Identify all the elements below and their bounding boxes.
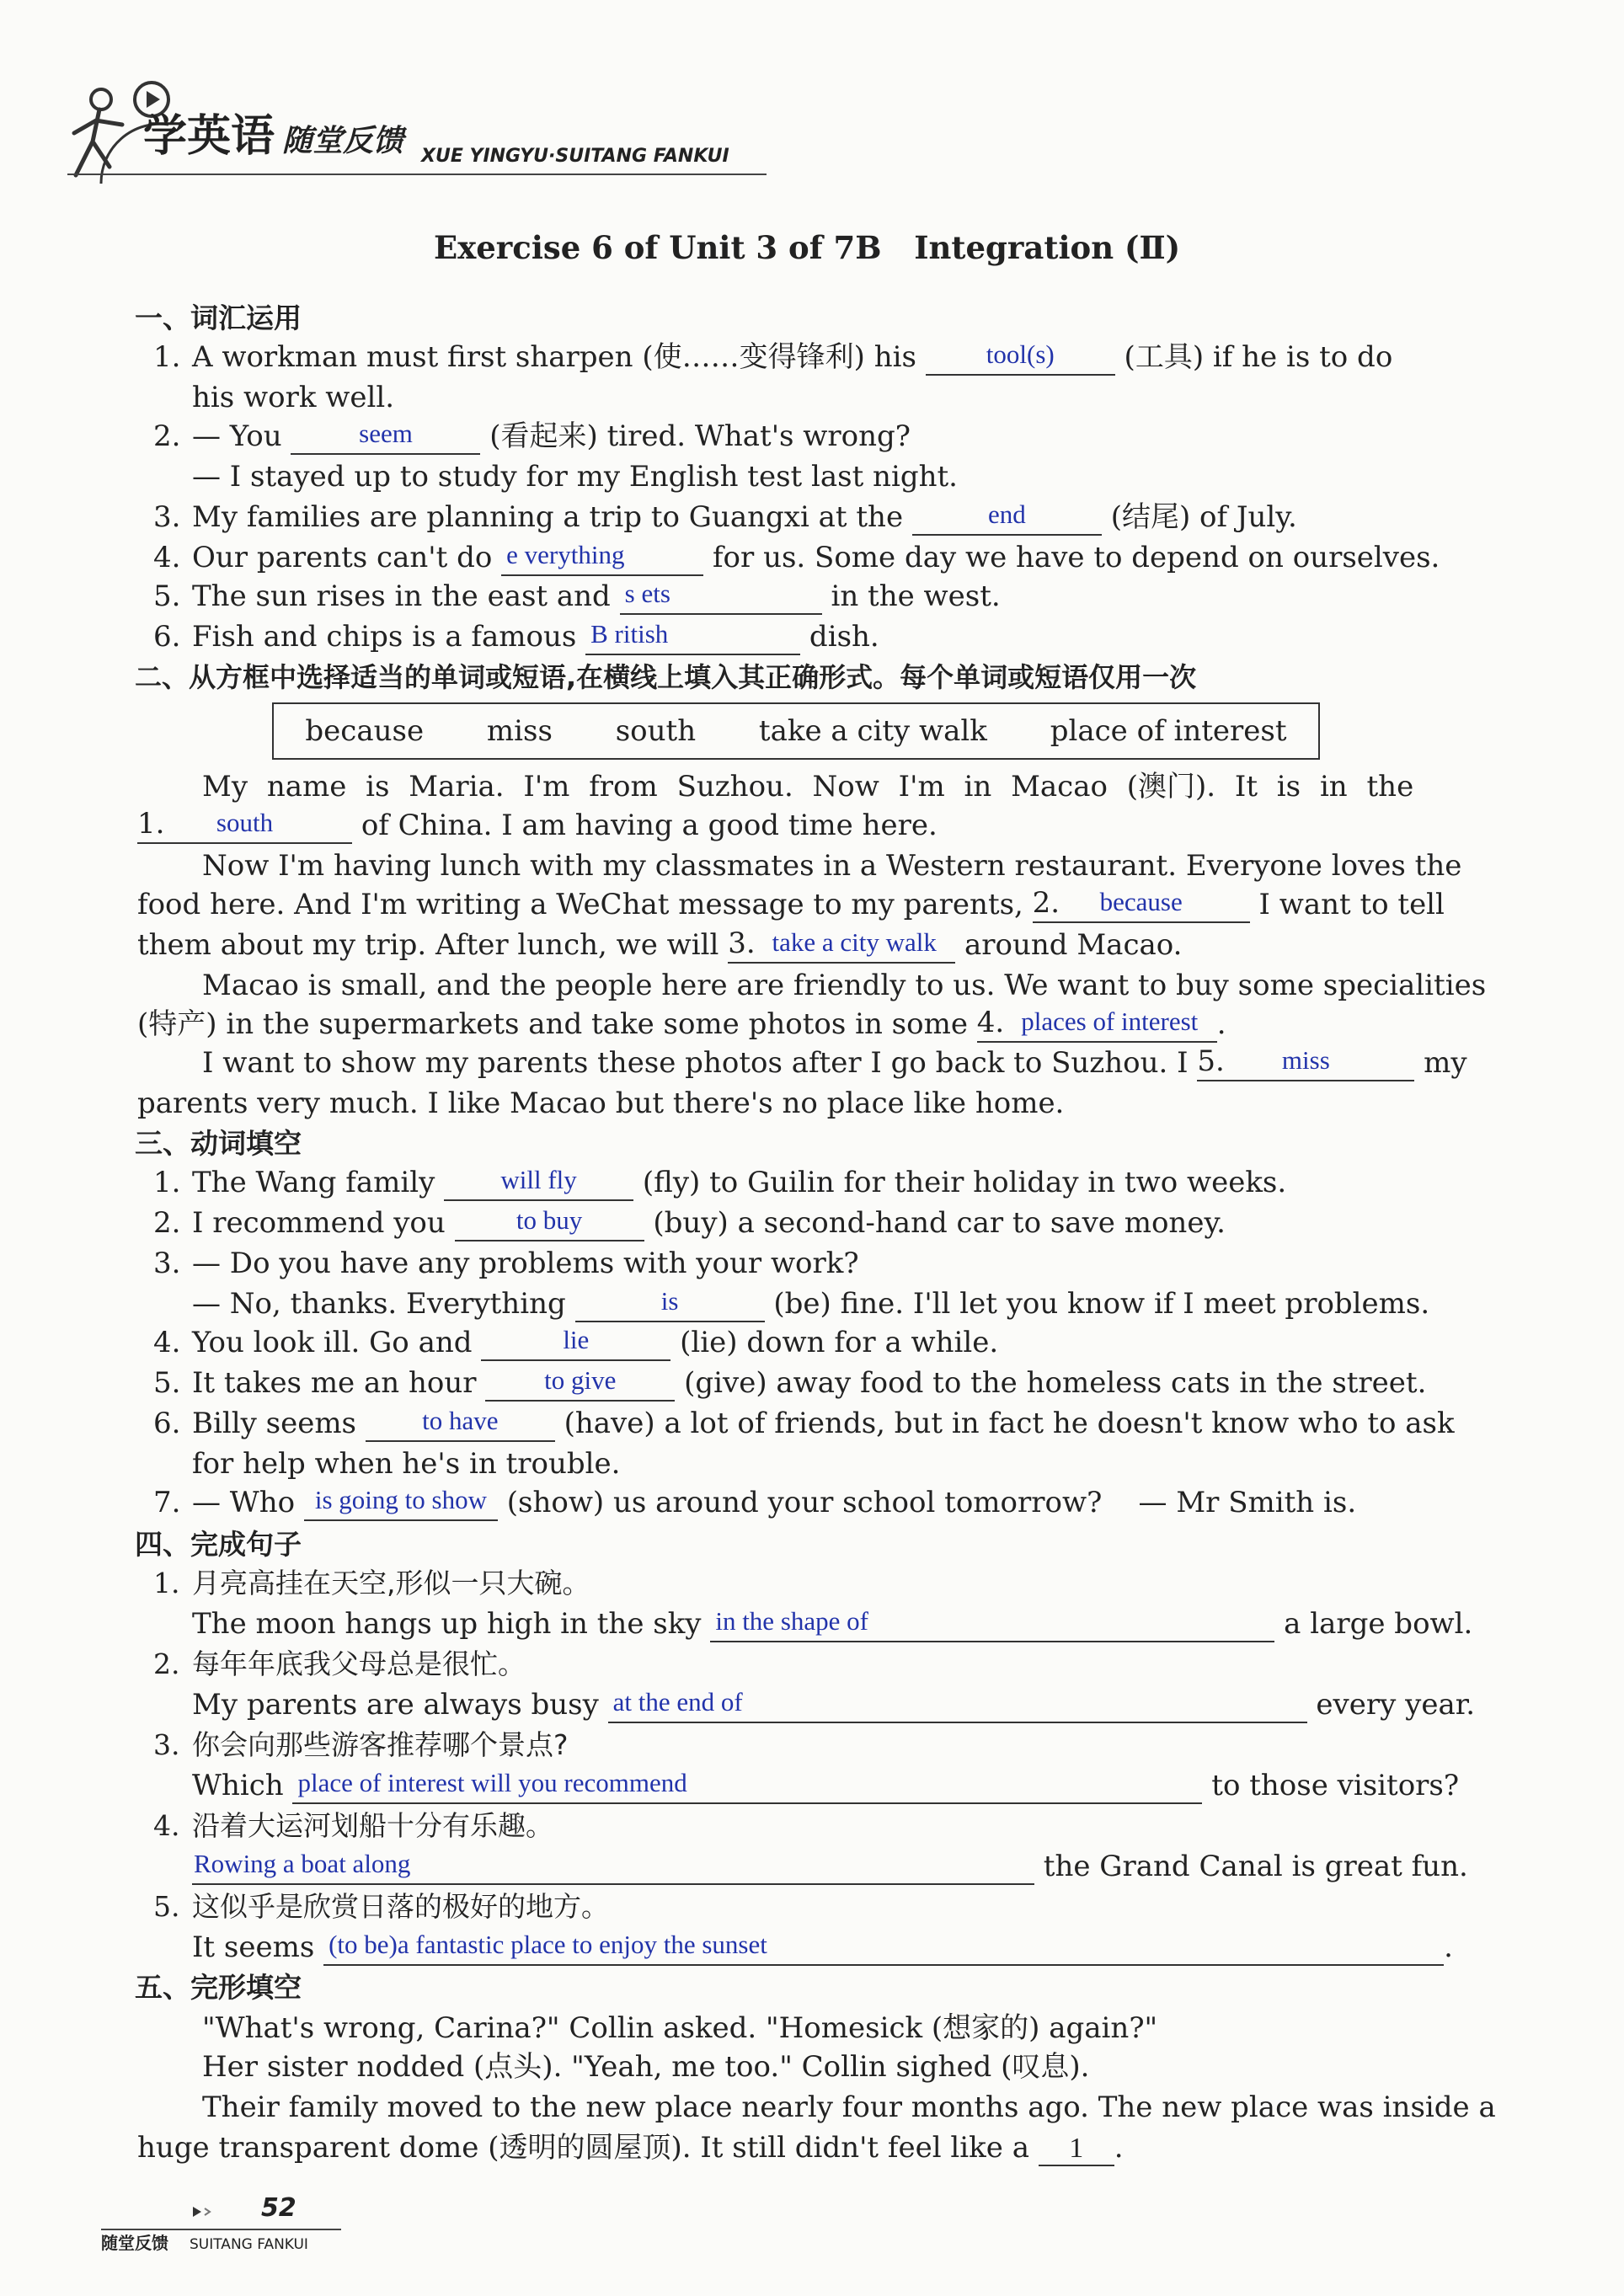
- s4-blank-5[interactable]: (to be)a fantastic place to enjoy the sunset: [323, 1930, 1444, 1966]
- footer-rule: [101, 2229, 341, 2230]
- s1-item-1: 1. A workman must first sharpen (使……变得锋利) his tool(s) (工具) if he is to do: [153, 339, 1393, 374]
- s4-blank-4[interactable]: Rowing a boat along: [192, 1850, 1034, 1885]
- s1-blank-5[interactable]: s ets: [620, 579, 822, 615]
- s2-para-2b: food here. And I'm writing a WeChat message to my parents, 2. because I want to tell: [137, 886, 1445, 921]
- s4-item-4-cn: 4. 沿着大运河划船十分有乐趣。: [153, 1809, 553, 1842]
- page-number: 52: [261, 2193, 296, 2223]
- s3-blank-5[interactable]: to give: [485, 1366, 675, 1402]
- s5-line-3: Their family moved to the new place nearly four months ago. The new place was inside a: [202, 2090, 1496, 2124]
- footer: [97, 2181, 350, 2257]
- s3-blank-1[interactable]: will fly: [444, 1166, 633, 1201]
- s1-blank-1[interactable]: tool(s): [926, 340, 1115, 376]
- section-3-title: 三、动词填空: [135, 1127, 302, 1160]
- s4-item-5-en: It seems (to be)a fantastic place to enjoy the sunset .: [192, 1930, 1453, 1964]
- s5-line-2: Her sister nodded (点头). "Yeah, me too." Collin sighed (叹息).: [202, 2050, 1090, 2084]
- footer-label-cn: 随堂反馈: [101, 2233, 168, 2253]
- s2-blank-3[interactable]: 3. take a city walk: [728, 928, 955, 964]
- s3-item-5: 5. It takes me an hour to give (give) away food to the homeless cats in the street.: [153, 1365, 1427, 1400]
- s5-blank-1[interactable]: 1: [1039, 2131, 1114, 2166]
- header-chinese-subtitle: 随堂反馈: [282, 124, 404, 158]
- word-box-item: because: [305, 714, 425, 748]
- s3-blank-3[interactable]: is: [575, 1287, 765, 1322]
- word-box-item: south: [615, 714, 697, 748]
- s4-item-1-en: The moon hangs up high in the sky in the shape of a large bowl.: [192, 1606, 1473, 1641]
- header-pinyin: XUE YINGYU·SUITANG FANKUI: [421, 146, 729, 167]
- s3-item-6-cont: for help when he's in trouble.: [192, 1447, 621, 1481]
- s2-blank-1[interactable]: 1. south: [137, 809, 352, 844]
- s2-blank-2[interactable]: 2. because: [1033, 888, 1250, 923]
- s3-blank-7[interactable]: is going to show: [304, 1486, 498, 1521]
- s5-line-4: huge transparent dome (透明的圆屋顶). It still didn't feel like a 1 .: [137, 2131, 1124, 2165]
- s1-item-2: 2. — You seem (看起来) tired. What's wrong?: [153, 419, 911, 453]
- s2-blank-5[interactable]: 5. miss: [1197, 1046, 1414, 1081]
- header-rule: [67, 174, 767, 175]
- s4-blank-2[interactable]: at the end of: [608, 1688, 1307, 1723]
- word-box-item: take a city walk: [758, 714, 987, 748]
- s5-line-1: "What's wrong, Carina?" Collin asked. "Homesick (想家的) again?": [202, 2011, 1158, 2045]
- footer-label-en: SUITANG FANKUI: [190, 2236, 308, 2253]
- s4-item-2-en: My parents are always busy at the end of every year.: [192, 1687, 1476, 1722]
- s3-item-4: 4. You look ill. Go and lie (lie) down for a while.: [153, 1325, 999, 1359]
- s4-item-2-cn: 2. 每年年底我父母总是很忙。: [153, 1647, 526, 1680]
- s1-item-3: 3. My families are planning a trip to Guangxi at the end (结尾) of July.: [153, 499, 1297, 534]
- s3-blank-4[interactable]: lie: [481, 1326, 670, 1361]
- s1-blank-4[interactable]: e verything: [501, 541, 703, 576]
- s1-blank-3[interactable]: end: [912, 500, 1102, 536]
- s2-para-3b: (特产) in the supermarkets and take some photos in some 4. places of interest .: [137, 1006, 1226, 1041]
- section-1-title: 一、词汇运用: [135, 302, 302, 334]
- s4-item-1-cn: 1. 月亮高挂在天空,形似一只大碗。: [153, 1567, 590, 1599]
- s1-blank-6[interactable]: B ritish: [585, 620, 800, 655]
- word-box: [272, 702, 1320, 760]
- s1-item-6: 6. Fish and chips is a famous B ritish dish.: [153, 619, 879, 654]
- s2-para-2c: them about my trip. After lunch, we will 3. take a city walk around Macao.: [137, 926, 1183, 962]
- s3-blank-6[interactable]: to have: [366, 1407, 555, 1442]
- s1-item-1-cont: his work well.: [192, 381, 395, 414]
- s3-blank-2[interactable]: to buy: [455, 1206, 644, 1241]
- s2-para-1a: My name is Maria. I'm from Suzhou. Now I'm in Macao (澳门). It is in the: [202, 770, 1414, 804]
- s4-blank-3[interactable]: place of interest will you recommend: [292, 1769, 1202, 1804]
- section-2-title: 二、从方框中选择适当的单词或短语,在横线上填入其正确形式。每个单词或短语仅用一次: [135, 661, 1197, 693]
- arrow-icon: [191, 2205, 222, 2219]
- s2-para-4a: I want to show my parents these photos after I go back to Suzhou. I 5. miss my: [202, 1044, 1467, 1080]
- s1-item-5: 5. The sun rises in the east and s ets in the west.: [153, 579, 1001, 613]
- s4-item-3-cn: 3. 你会向那些游客推荐哪个景点?: [153, 1728, 569, 1761]
- s4-blank-1[interactable]: in the shape of: [710, 1607, 1274, 1642]
- word-box-item: miss: [486, 714, 553, 748]
- s3-item-3: 3. — Do you have any problems with your work?: [153, 1247, 859, 1280]
- s3-item-6: 6. Billy seems to have (have) a lot of friends, but in fact he doesn't know who to ask: [153, 1406, 1455, 1440]
- s2-para-4b: parents very much. I like Macao but there's no place like home.: [137, 1087, 1065, 1120]
- s2-para-2a: Now I'm having lunch with my classmates in a Western restaurant. Everyone loves the: [202, 849, 1462, 883]
- section-4-title: 四、完成句子: [135, 1528, 302, 1561]
- s1-blank-2[interactable]: seem: [291, 419, 480, 455]
- s3-item-7: 7. — Who is going to show (show) us around your school tomorrow? — Mr Smith is.: [153, 1485, 1357, 1519]
- s2-blank-4[interactable]: 4. places of interest: [977, 1007, 1217, 1043]
- header-chinese-title: 学英语: [143, 111, 275, 162]
- exercise-title: Exercise 6 of Unit 3 of 7B Integration (Ⅱ): [434, 229, 1181, 266]
- word-box-item: place of interest: [1050, 714, 1287, 748]
- s3-item-1: 1. The Wang family will fly (fly) to Guilin for their holiday in two weeks.: [153, 1165, 1287, 1199]
- s2-para-1b: 1. south of China. I am having a good time here.: [137, 807, 938, 842]
- s3-item-3-cont: — No, thanks. Everything is (be) fine. I'll let you know if I meet problems.: [192, 1286, 1430, 1321]
- section-5-title: 五、完形填空: [135, 1971, 302, 2004]
- s1-item-4: 4. Our parents can't do e verything for us. Some day we have to depend on ourselves.: [153, 540, 1440, 574]
- s4-item-4-en: Rowing a boat along the Grand Canal is great fun.: [194, 1849, 1468, 1883]
- s4-item-3-en: Which place of interest will you recommend to those visitors?: [192, 1768, 1460, 1802]
- s1-item-2-cont: — I stayed up to study for my English test last night.: [192, 460, 958, 494]
- s2-para-3a: Macao is small, and the people here are friendly to us. We want to buy some specialities: [202, 969, 1487, 1002]
- s4-item-5-cn: 5. 这似乎是欣赏日落的极好的地方。: [153, 1890, 609, 1923]
- s3-item-2: 2. I recommend you to buy (buy) a second-hand car to save money.: [153, 1205, 1226, 1240]
